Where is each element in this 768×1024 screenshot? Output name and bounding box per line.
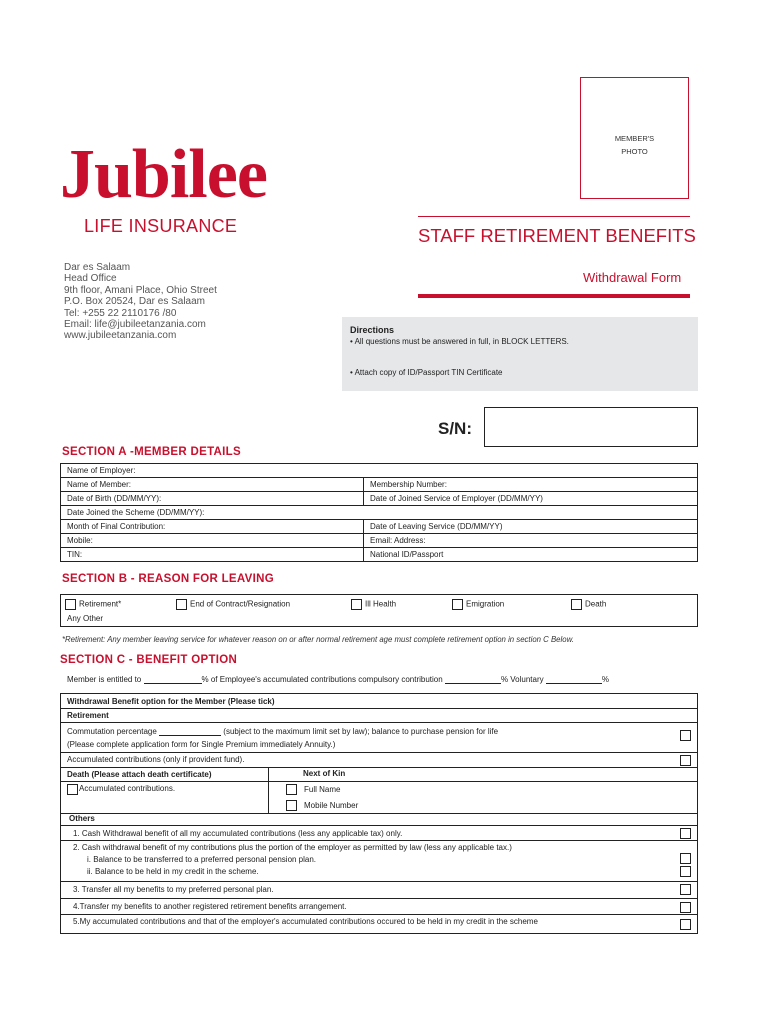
title-rule-top [418, 216, 690, 217]
form-title: STAFF RETIREMENT BENEFITS [418, 225, 696, 246]
field-mobile[interactable]: Mobile: [61, 534, 364, 548]
accumulated-row [61, 781, 697, 797]
option-ill-health[interactable] [351, 599, 396, 610]
checkbox[interactable] [452, 599, 463, 610]
option-2i-text: i. Balance to be transferred to a preferred personal pension plan. [87, 855, 317, 864]
section-b-title: SECTION B - REASON FOR LEAVING [62, 573, 274, 585]
commutation-text [67, 727, 498, 736]
title-rule-bottom [418, 294, 690, 298]
photo-label-line2: PHOTO [621, 147, 648, 156]
provident-text: Accumulated contributions (only if provident fund). [67, 755, 245, 764]
accumulated-checkbox[interactable] [67, 784, 78, 795]
option-label: Emigration [466, 599, 505, 609]
provident-checkbox[interactable] [680, 755, 691, 766]
option-1-text: 1. Cash Withdrawal benefit of all my accumulated contributions (less any applicable tax) only. [73, 829, 403, 838]
address-line: Tel: +255 22 2110176 /80 [64, 307, 177, 319]
others-label: Others [69, 814, 95, 823]
address-line: Dar es Salaam [64, 262, 131, 273]
option-4-row [61, 898, 697, 914]
option-5-checkbox[interactable] [680, 919, 691, 930]
full-name-label: Full Name [304, 785, 341, 794]
option-any-other[interactable]: Any Other [67, 614, 104, 623]
option-2-row [61, 840, 697, 880]
option-3-row [61, 881, 697, 897]
field-month-final-contribution[interactable]: Month of Final Contribution: [61, 520, 364, 534]
option-2-text: 2. Cash withdrawal benefit of my contributions plus the portion of the employer as permitted by law (less any applicable tax.) [73, 843, 512, 852]
address-line: P.O. Box 20524, Dar es Salaam [64, 296, 206, 308]
directions-heading: Directions [350, 325, 395, 335]
option-retirement[interactable] [65, 599, 121, 610]
mobile-number-row [268, 797, 699, 813]
option-label: End of Contract/Resignation [190, 599, 291, 609]
directions-item: • Attach copy of ID/Passport TIN Certificate [350, 368, 503, 377]
field-name-of-employer[interactable]: Name of Employer: [61, 464, 698, 478]
full-name-checkbox[interactable] [286, 784, 297, 795]
field-date-leaving-service[interactable]: Date of Leaving Service (DD/MM/YY) [364, 520, 698, 534]
retirement-row [61, 708, 697, 722]
checkbox[interactable] [351, 599, 362, 610]
commutation-line2: (Please complete application form for Single Premium immediately Annuity.) [67, 740, 336, 749]
option-label: Retirement* [79, 599, 122, 609]
entitlement-line [67, 675, 609, 684]
entitlement-text: Member is entitled to [67, 675, 142, 684]
option-1-checkbox[interactable] [680, 828, 691, 839]
checkbox[interactable] [176, 599, 187, 610]
death-row [61, 767, 697, 781]
company-address [64, 262, 217, 342]
option-4-text: 4.Transfer my benefits to another registered retirement benefits arrangement. [73, 902, 347, 911]
field-tin[interactable]: TIN: [61, 548, 364, 562]
commutation-row [61, 722, 697, 752]
death-label: Death (Please attach death certificate) [67, 770, 212, 779]
directions-panel [342, 317, 698, 391]
mobile-number-label: Mobile Number [304, 801, 359, 810]
next-of-kin-label: Next of Kin [303, 769, 346, 778]
option-3-checkbox[interactable] [680, 884, 691, 895]
serial-number-label: S/N: [438, 419, 472, 438]
voluntary-percent-field[interactable] [546, 675, 602, 684]
option-5-text: 5.My accumulated contributions and that of the employer's accumulated contributions occured to be held in my credit in the scheme [73, 917, 538, 926]
field-name-of-member[interactable]: Name of Member: [61, 478, 364, 492]
option-5-row [61, 914, 697, 934]
logo-subtitle: LIFE INSURANCE [84, 216, 238, 236]
entitlement-text: % of Employee's accumulated contributions compulsory contribution [201, 675, 443, 684]
form-subtitle: Withdrawal Form [583, 270, 682, 285]
photo-label-line1: MEMBER'S [614, 134, 655, 143]
provident-row [61, 752, 697, 767]
mobile-number-checkbox[interactable] [286, 800, 297, 811]
option-label: Death [585, 599, 607, 609]
address-line: 9th floor, Amani Place, Ohio Street [64, 284, 217, 296]
field-national-id[interactable]: National ID/Passport [364, 548, 698, 562]
others-row [61, 813, 697, 824]
option-label: Ill Health [365, 599, 397, 609]
accumulated-text: Accumulated contributions. [79, 784, 176, 793]
option-2i-checkbox[interactable] [680, 853, 691, 864]
field-membership-number[interactable]: Membership Number: [364, 478, 698, 492]
option-emigration[interactable] [452, 599, 504, 610]
reason-for-leaving-box [60, 594, 698, 627]
section-c-title: SECTION C - BENEFIT OPTION [60, 654, 238, 666]
field-date-joined-scheme[interactable]: Date Joined the Scheme (DD/MM/YY): [61, 506, 698, 520]
checkbox[interactable] [571, 599, 582, 610]
entitlement-percent-field[interactable] [144, 675, 202, 684]
address-line: www.jubileetanzania.com [64, 330, 177, 342]
serial-number-field[interactable] [484, 407, 698, 447]
address-line: Email: life@jubileetanzania.com [64, 319, 206, 331]
commutation-note: (subject to the maximum limit set by law); balance to purchase pension for life [223, 727, 499, 736]
entitlement-text: % Voluntary [500, 675, 544, 684]
commutation-label: Commutation percentage [67, 727, 157, 736]
option-death[interactable] [571, 599, 606, 610]
directions-item: • All questions must be answered in full, in BLOCK LETTERS. [350, 337, 569, 346]
benefit-table-header: Withdrawal Benefit option for the Member (Please tick) [67, 697, 275, 706]
retirement-label: Retirement [67, 711, 109, 720]
jubilee-logo: Jubilee [60, 136, 267, 213]
checkbox[interactable] [65, 599, 76, 610]
option-end-of-contract[interactable] [176, 599, 290, 610]
member-photo-box[interactable] [580, 77, 689, 199]
option-3-text: 3. Transfer all my benefits to my preferred personal plan. [73, 885, 274, 894]
option-2ii-checkbox[interactable] [680, 866, 691, 877]
benefit-option-table [60, 693, 698, 934]
option-1-row [61, 825, 697, 840]
field-date-of-birth[interactable]: Date of Birth (DD/MM/YY): [61, 492, 364, 506]
option-4-checkbox[interactable] [680, 902, 691, 913]
commutation-percent-field[interactable] [159, 727, 221, 736]
member-details-table [60, 463, 698, 562]
field-date-joined-service[interactable]: Date of Joined Service of Employer (DD/MM/YY) [364, 492, 698, 506]
field-email-address[interactable]: Email: Address: [364, 534, 698, 548]
compulsory-percent-field[interactable] [445, 675, 501, 684]
address-line: Head Office [64, 273, 117, 285]
option-2ii-text: ii. Balance to be held in my credit in the scheme. [87, 867, 259, 876]
entitlement-text: % [601, 675, 609, 684]
section-a-title: SECTION A -MEMBER DETAILS [62, 446, 241, 458]
retirement-note: *Retirement: Any member leaving service for whatever reason on or after normal retirement age must complete retirement option in section C Below. [62, 635, 574, 644]
commutation-checkbox[interactable] [680, 730, 691, 741]
